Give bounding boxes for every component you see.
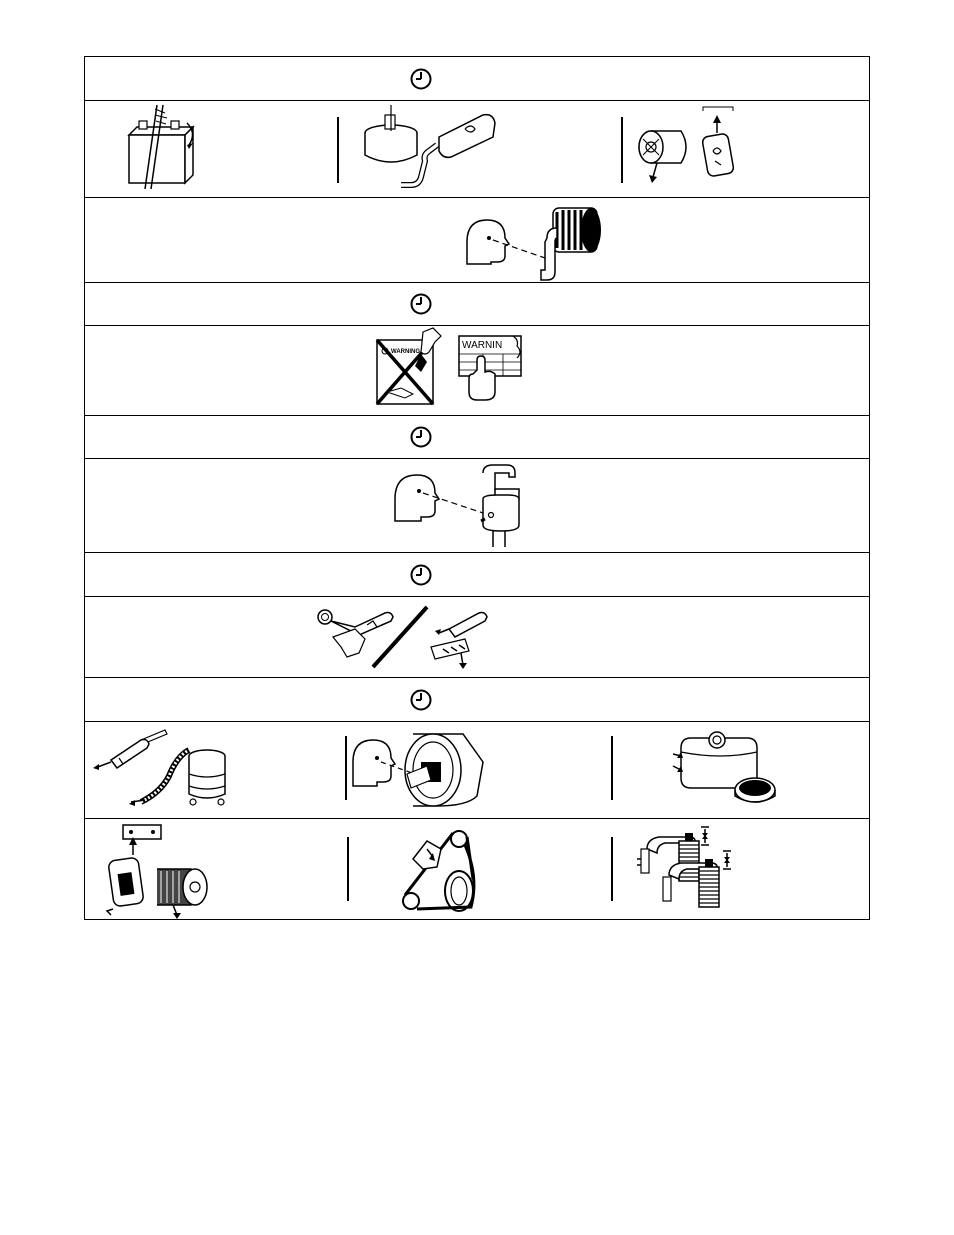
clock-icon [410,564,432,586]
task-row-7 [85,819,869,921]
fuel-filter-icon [633,101,743,197]
task-row-2 [85,198,869,283]
generator-icon [351,722,491,818]
belt-tension-icon [397,819,507,921]
interval-header-1 [85,57,869,101]
interval-header-3 [85,416,869,459]
column-divider [347,837,349,901]
spark-plug-icon [633,819,753,921]
column-divider [611,736,613,800]
clock-icon [410,68,432,90]
clock-icon [410,689,432,711]
exhaust-icon [393,459,543,552]
filter-change-icon [103,819,213,921]
warning-label-small: WARNING [391,349,420,355]
column-divider [611,837,613,901]
compressed-air-icon [91,722,231,818]
weld-cables-icon [313,597,503,677]
fuel-tank-icon [671,722,791,818]
battery-icon [115,101,205,197]
oil-check-icon [361,101,501,197]
interval-header-2 [85,283,869,326]
task-row-5 [85,597,869,678]
clock-icon [410,293,432,315]
interval-header-4 [85,553,869,597]
column-divider [337,117,339,183]
interval-header-5 [85,678,869,722]
task-row-1 [85,101,869,198]
task-row-3 [85,326,869,416]
air-cleaner-icon [463,198,613,282]
warning-labels-icon [373,326,533,415]
clock-icon [410,426,432,448]
column-divider [345,736,347,800]
warning-label-large: WARNIN [462,340,503,351]
task-row-4 [85,459,869,553]
column-divider [621,117,623,183]
maintenance-chart [84,56,870,920]
task-row-6 [85,722,869,819]
